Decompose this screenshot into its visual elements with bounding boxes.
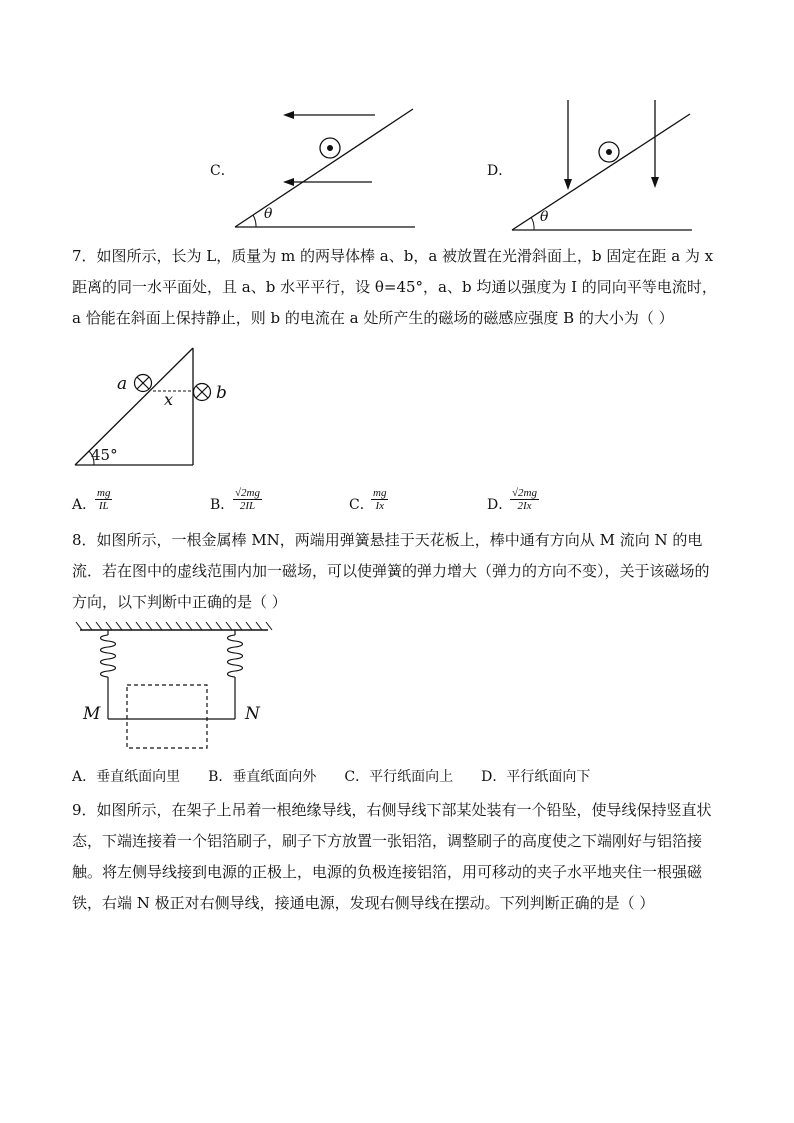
question-9-text: 9．如图所示，在架子上吊着一根绝缘导线，右侧导线下部某处装有一个铅坠，使导线保持竖直状态，下端连接着一个铝箔刷子，刷子下方放置一张铝箔，调整刷子的高度使之下端刚好与铝箔接触。将左侧导线接到电源的正极上，电源的负极连接铝箔，用可移动的夹子水平地夹住一根强磁铁，右端 N 极正对右侧导线，接通电源，发现右侧导线在摆动。下列判断正确的是（ ） xyxy=(72,801,712,912)
end-m-label: M xyxy=(83,704,101,724)
figure-c-angle: θ xyxy=(264,206,273,222)
figure-d-label: D． xyxy=(487,163,513,179)
figure-c-label: C． xyxy=(210,163,235,179)
q7-option-a-letter[interactable]: A． xyxy=(72,497,97,513)
question-8-text: 8．如图所示，一根金属棒 MN，两端用弹簧悬挂于天花板上，棒中通有方向从 M 流向 N 的电流．若在图中的虚线范围内加一磁场，可以使弹簧的弹力增大（弹力的方向不变），关于该磁场的方向，以下判断中正确的是（ ） xyxy=(72,531,710,611)
q7-option-d-letter[interactable]: D． xyxy=(487,497,513,513)
q7-option-c-fraction: $\frac{mg}{Ix}$ xyxy=(373,487,387,512)
q7-option-b-fraction: $\frac{√2mg}{2IL}$ xyxy=(235,487,260,512)
question-8-options[interactable]: A．垂直纸面向里 B．垂直纸面向外 C．平行纸面向上 D．平行纸面向下 xyxy=(72,769,591,785)
angle-45-label: 45° xyxy=(91,446,118,464)
question-8-diagram xyxy=(80,618,280,758)
question-7-text: 7．如图所示，长为 L，质量为 m 的两导体棒 a、b，a 被放置在光滑斜面上，b 固定在距 a 为 x 距离的同一水平面处，且 a、b 水平平行，设 θ=45°，a、b 均通以强度为 I 的同向平等电流时，a 恰能在斜面上保持静止，则 b 的电流在 a 处所产生的磁场的磁感应强度 B 的大小为（ ） xyxy=(72,247,717,327)
distance-x-label: x xyxy=(164,390,174,409)
figure-c-diagram xyxy=(230,100,430,240)
figure-d-diagram xyxy=(505,100,705,240)
q7-option-d-fraction: $\frac{√2mg}{2Ix}$ xyxy=(512,487,537,512)
rod-a-label: a xyxy=(117,374,128,394)
q7-option-c-letter[interactable]: C． xyxy=(349,497,374,513)
rod-b-label: b xyxy=(216,383,227,403)
figure-d-angle: θ xyxy=(540,209,549,225)
q7-option-b-letter[interactable]: B． xyxy=(210,497,235,513)
q7-option-a-fraction: $\frac{mg}{IL}$ xyxy=(97,487,111,512)
end-n-label: N xyxy=(245,704,260,724)
